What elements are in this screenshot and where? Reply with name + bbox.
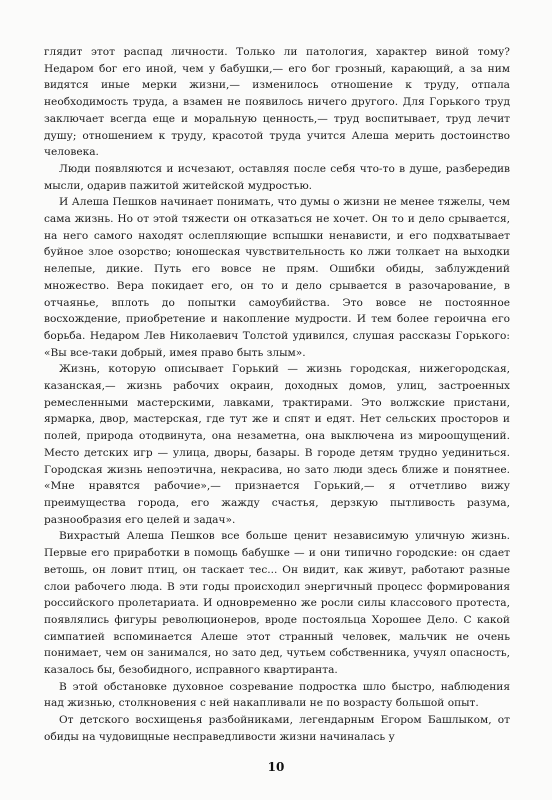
paragraph-continuation: глядит этот распад личности. Только ли патология, характер виной тому? Недаром бог его иной, чем у бабушки,— его бог грозный, карающий, а за ним видятся иные мерки жизни,— изменилось отношение к труду, отпала необходимость труда, а взамен не появилось ничего другого. Для Горького труд заключает всегда еще и моральную ценность,— труд воспитывает, труд лечит душу; отношением к труду, красотой труда учится Алеша мерить достоинство человека. [44,46,510,159]
paragraph: От детского восхищенья разбойниками, легендарным Егором Башлыком, от обиды на чудовищные несправедливости жизни начиналась у [44,714,510,743]
paragraph: Люди появляются и исчезают, оставляя после себя что-то в душе, разбередив мысли, одарив пажитой житейской мудростью. [44,162,510,192]
paragraph: Вихрастый Алеша Пешков все больше ценит независимую уличную жизнь. Первые его приработки в помощь бабушке — и они типично городские: он сдает ветошь, он ловит птиц, он таскает тес... Он видит, как живут, работают разные слои рабочего люда. В эти годы происходил энергичный процесс формирования российского пролетариата. И одновременно же росли силы классового протеста, появлялись фигуры революционеров, вроде постояльца Хорошее Дело. С какой симпатией вспоминается Алеше этот странный человек, мальчик не очень понимает, чем он занимался, но зато дед, чутьем собственника, учуял опасность, казалось бы, безобидного, исправного квартиранта. [44,530,510,677]
page-number: 10 [267,760,285,774]
paragraph: Жизнь, которую описывает Горький — жизнь городская, нижегородская, казанская,— жизнь рабочих окраин, доходных домов, улиц, застроенных ремесленными мастерскими, лавками, трактирами. Это волжские пристани, ярмарка, двор, мастерская, где тут же и спят и едят. Нет сельских просторов и полей, природа отодвинута, она незаметна, она выключена из мироощущений. Место детских игр — улица, дворы, базары. В городе детям трудно уединиться. Городская жизнь непоэтична, некрасива, но зато люди здесь ближе и понятнее. «Мне нравятся рабочие»,— признается Горький,— я отчетливо вижу преимущества города, его жажду счастья, дерзкую пытливость разума, разнообразия его целей и задач». [44,363,510,526]
paragraph: И Алеша Пешков начинает понимать, что думы о жизни не менее тяжелы, чем сама жизнь. Но от этой тяжести он отказаться не хочет. Он то и дело срывается, на него самого находят ослепляющие вспышки ненависти, и его подхватывает буйное злое озорство; юношеская чувствительность ко лжи толкает на выходки нелепые, дикие. Путь его вовсе не прям. Ошибки обиды, заблуждений множество. Вера покидает его, он то и дело срывается в разочарование, в отчаянье, вплоть до попытки самоубийства. Это вовсе не постоянное восхождение, приобретение и накопление мудрости. И тем более героична его борьба. Недаром Лев Николаевич Толстой удивился, слушая рассказы Горького: «Вы все-таки добрый, имея право быть злым». [44,196,510,359]
body-text [44,44,510,746]
paragraph: В этой обстановке духовное созревание подростка шло быстро, наблюдения над жизнью, столкновения с ней накапливали не по возрасту большой опыт. [44,680,510,710]
